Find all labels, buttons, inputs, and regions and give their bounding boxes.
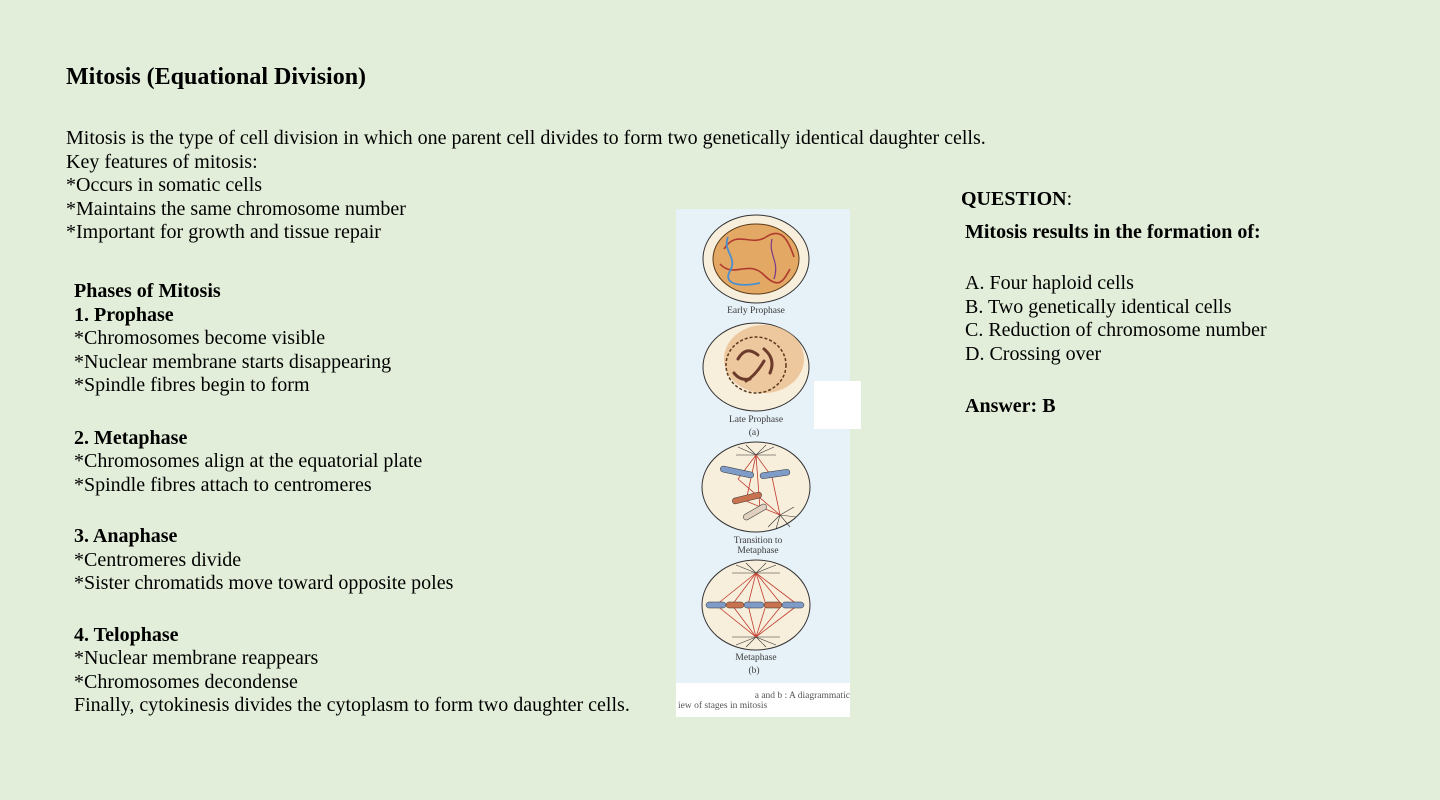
phase-title-prophase: 1. Prophase — [74, 303, 174, 326]
image-artifact — [814, 381, 861, 429]
option-d: D. Crossing over — [965, 342, 1102, 365]
phase-point: *Spindle fibres begin to form — [74, 374, 310, 396]
answer-text: Answer: B — [965, 395, 1056, 417]
figure-caption — [678, 691, 850, 711]
definition-text: Mitosis is the type of cell division in which one parent cell divides to form two genetically identical daughter cells. — [66, 127, 986, 149]
label-late-prophase: Late Prophase — [728, 415, 784, 425]
phase-point: *Chromosomes become visible — [74, 327, 326, 349]
spacer — [74, 398, 630, 427]
feature-item: *Occurs in somatic cells — [66, 174, 263, 197]
question-heading — [961, 186, 1261, 212]
phase-title-anaphase: 3. Anaphase — [74, 525, 178, 547]
phase-title-telophase: 4. Telophase — [74, 623, 179, 646]
phases-section — [74, 280, 630, 718]
figure-caption-box — [676, 683, 850, 717]
spacer — [74, 497, 630, 525]
phase-point: *Nuclear membrane reappears — [74, 647, 319, 669]
phase-title-metaphase: 2. Metaphase — [74, 426, 188, 449]
feature-item: *Important for growth and tissue repair — [66, 221, 381, 244]
phase-point: *Centromeres divide — [74, 548, 242, 571]
phase-point: *Chromosomes decondense — [74, 670, 298, 693]
metaphase-cell — [702, 560, 810, 650]
transition-metaphase-cell — [702, 442, 810, 532]
phase-point: *Sister chromatids move toward opposite poles — [74, 572, 454, 594]
phase-point: *Spindle fibres attach to centromeres — [74, 473, 372, 496]
phases-heading: Phases of Mitosis — [74, 280, 221, 302]
page-title: Mitosis (Equational Division) — [66, 64, 367, 90]
question-heading-label: QUESTION — [961, 188, 1067, 210]
label-transition-line1: Transition to — [733, 536, 783, 546]
label-panel-a: (a) — [748, 428, 760, 438]
caption-line-1: a and b : A diagrammatic — [754, 691, 850, 701]
late-prophase-cell — [703, 323, 809, 411]
label-early-prophase: Early Prophase — [727, 306, 785, 316]
phase-point: *Nuclear membrane starts disappearing — [74, 350, 392, 373]
question-text: Mitosis results in the formation of: — [965, 221, 1261, 243]
option-b: B. Two genetically identical cells — [965, 295, 1232, 318]
option-a: A. Four haploid cells — [965, 272, 1134, 294]
label-metaphase: Metaphase — [735, 653, 777, 663]
phase-point: *Chromosomes align at the equatorial plate — [74, 450, 423, 472]
caption-line-2: iew of stages in mitosis — [678, 701, 768, 711]
feature-item: *Maintains the same chromosome number — [66, 197, 406, 220]
question-block — [961, 186, 1261, 244]
spacer — [74, 596, 630, 624]
answer-options — [965, 272, 1267, 366]
mitosis-diagram — [676, 209, 850, 717]
label-transition-line2: Metaphase — [737, 546, 779, 556]
question-heading-colon: : — [1066, 188, 1073, 210]
features-heading: Key features of mitosis: — [66, 150, 258, 173]
label-panel-b: (b) — [748, 666, 760, 676]
option-c: C. Reduction of chromosome number — [965, 319, 1267, 341]
conclusion-text: Finally, cytokinesis divides the cytoplasm to form two daughter cells. — [74, 694, 630, 716]
early-prophase-cell — [703, 215, 809, 303]
